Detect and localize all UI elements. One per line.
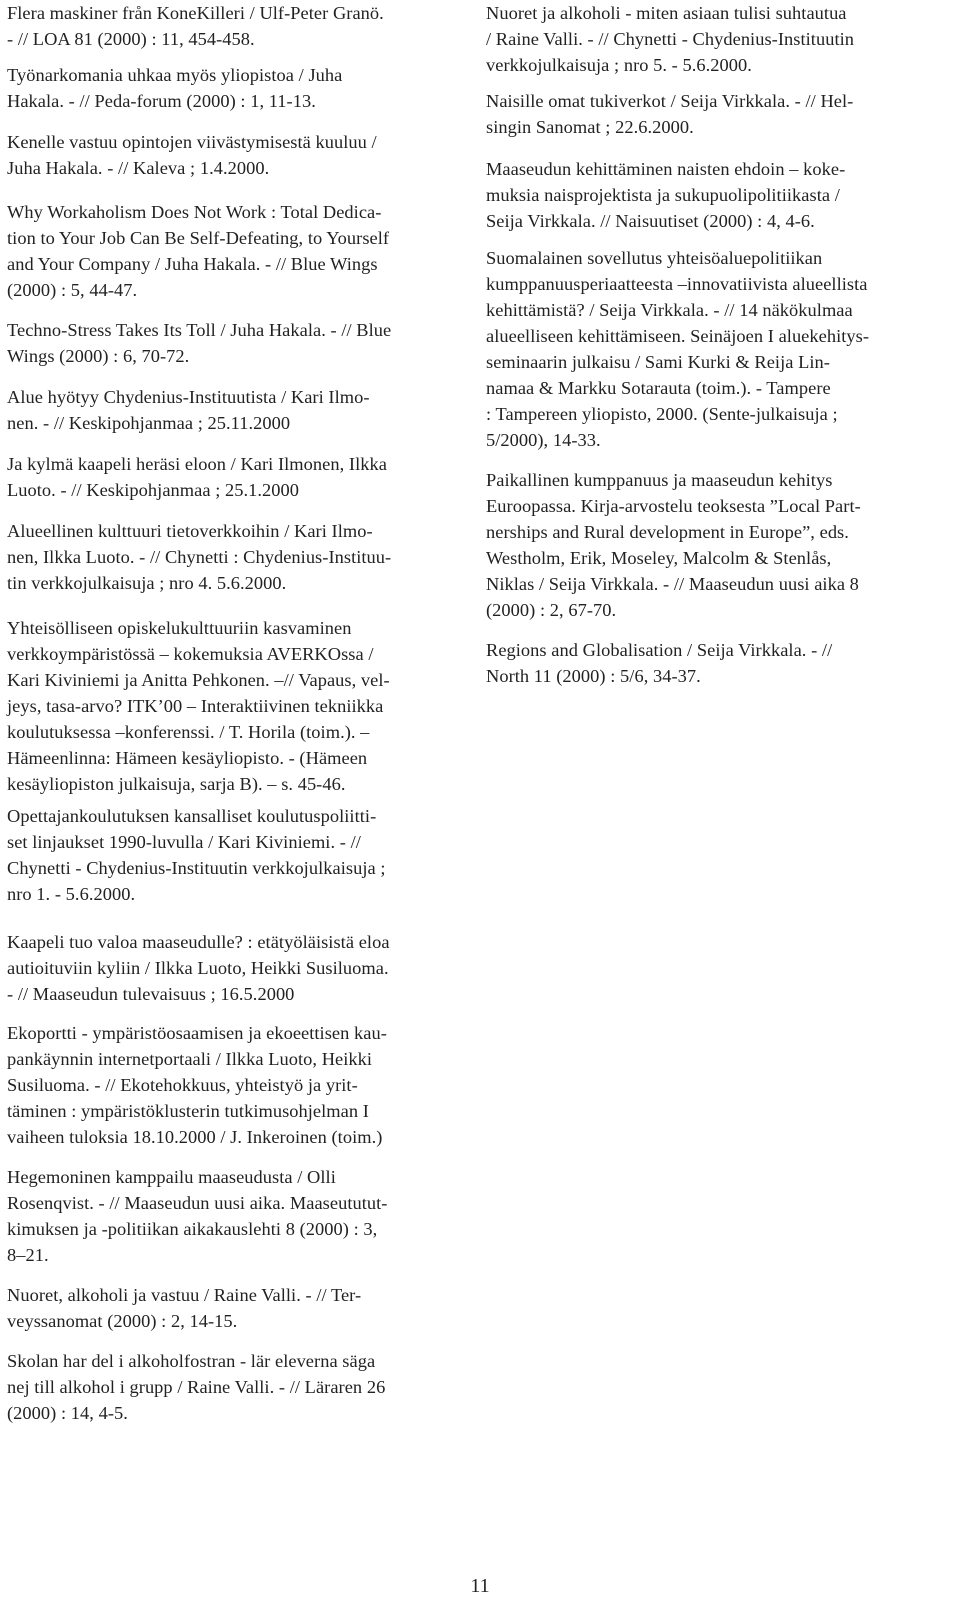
reference-entry: Skolan har del i alkoholfostran - lär eleverna säga nej till alkohol i grupp / Raine Valli. - // Läraren 26 (2000) : 14, 4-5. <box>7 1351 386 1423</box>
reference-entry: Alue hyötyy Chydenius-Instituutista / Kari Ilmo- nen. - // Keskipohjanmaa ; 25.11.2000 <box>7 387 370 433</box>
reference-entry: Hegemoninen kamppailu maaseudusta / Olli Rosenqvist. - // Maaseudun uusi aika. Maaseututut- kimuksen ja -politiikan aikakauslehti 8 (2000) : 3, 8–21. <box>7 1167 388 1265</box>
reference-entry: Paikallinen kumppanuus ja maaseudun kehitys Euroopassa. Kirja-arvostelu teoksesta ”Local Part- nerships and Rural development in Europe”, eds. Westholm, Erik, Moseley, Malcolm & Stenlås, Niklas / Seija Virkkala. - // Maaseudun uusi aika 8 (2000) : 2, 67-70. <box>486 470 861 620</box>
reference-entry: Ja kylmä kaapeli heräsi eloon / Kari Ilmonen, Ilkka Luoto. - // Keskipohjanmaa ; 25.1.2000 <box>7 454 387 500</box>
reference-entry: Kaapeli tuo valoa maaseudulle? : etätyöläisistä eloa autioituviin kyliin / Ilkka Luoto, Heikki Susiluoma. - // Maaseudun tulevaisuus ; 16.5.2000 <box>7 932 390 1004</box>
reference-entry: Opettajankoulutuksen kansalliset koulutuspoliitti- set linjaukset 1990-luvulla / Kari Kiviniemi. - // Chynetti - Chydenius-Instituutin verkkojulkaisuja ; nro 1. - 5.6.2000. <box>7 806 386 904</box>
reference-entry: Suomalainen sovellutus yhteisöaluepolitiikan kumppanuusperiaatteesta –innovatiivista alueellista kehittämistä? / Seija Virkkala. - // 14 näkökulmaa alueelliseen kehittämiseen. Seinäjoen I aluekehitys- seminaarin julkaisu / Sami Kurki & Reija Lin- namaa & Markku Sotarauta (toim.). - Tampere : Tampereen yliopisto, 2000. (Sente-julkaisuja ; 5/2000), 14-33. <box>486 248 870 450</box>
reference-entry: Ekoportti - ympäristöosaamisen ja ekoeettisen kau- pankäynnin internetportaali / Ilkka Luoto, Heikki Susiluoma. - // Ekotehokkuus, yhteistyö ja yrit- täminen : ympäristöklusterin tutkimusohjelman I vaiheen tuloksia 18.10.2000 / J. Inkeroinen (toim.) <box>7 1023 387 1147</box>
reference-entry: Yhteisölliseen opiskelukulttuuriin kasvaminen verkkoympäristössä – kokemuksia AVERKOssa / Kari Kiviniemi ja Anitta Pehkonen. –// Vapaus, vel- jeys, tasa-arvo? ITK’00 – Interaktiivinen tekniikka koulutuksessa –konferenssi. / T. Horila (toim.). – Hämeenlinna: Hämeen kesäyliopisto. - (Hämeen kesäyliopiston julkaisuja, sarja B). – s. 45-46. <box>7 618 390 794</box>
reference-entry: Työnarkomania uhkaa myös yliopistoa / Juha Hakala. - // Peda-forum (2000) : 1, 11-13. <box>7 65 343 111</box>
reference-entry: Maaseudun kehittäminen naisten ehdoin – koke- muksia naisprojektista ja sukupuolipolitiikasta / Seija Virkkala. // Naisuutiset (2000) : 4, 4-6. <box>486 159 846 231</box>
reference-entry: Why Workaholism Does Not Work : Total Dedica- tion to Your Job Can Be Self-Defeating, to Yourself and Your Company / Juha Hakala. - // Blue Wings (2000) : 5, 44-47. <box>7 202 390 300</box>
reference-entry: Alueellinen kulttuuri tietoverkkoihin / Kari Ilmo- nen, Ilkka Luoto. - // Chynetti : Chydenius-Instituu- tin verkkojulkaisuja ; nro 4. 5.6.2000. <box>7 521 392 593</box>
reference-entry: Nuoret ja alkoholi - miten asiaan tulisi suhtautua / Raine Valli. - // Chynetti - Chydenius-Instituutin verkkojulkaisuja ; nro 5. - 5.6.2000. <box>486 3 855 75</box>
reference-entry: Kenelle vastuu opintojen viivästymisestä kuuluu / Juha Hakala. - // Kaleva ; 1.4.2000. <box>7 132 377 178</box>
reference-entry: Techno-Stress Takes Its Toll / Juha Hakala. - // Blue Wings (2000) : 6, 70-72. <box>7 320 392 366</box>
reference-entry: Nuoret, alkoholi ja vastuu / Raine Valli. - // Ter- veyssanomat (2000) : 2, 14-15. <box>7 1285 362 1331</box>
reference-entry: Naisille omat tukiverkot / Seija Virkkala. - // Hel- singin Sanomat ; 22.6.2000. <box>486 91 854 137</box>
page-number: 11 <box>470 1575 490 1597</box>
reference-entry: Regions and Globalisation / Seija Virkkala. - // North 11 (2000) : 5/6, 34-37. <box>486 640 833 686</box>
reference-entry: Flera maskiner från KoneKilleri / Ulf-Peter Granö. - // LOA 81 (2000) : 11, 454-458. <box>7 3 384 49</box>
